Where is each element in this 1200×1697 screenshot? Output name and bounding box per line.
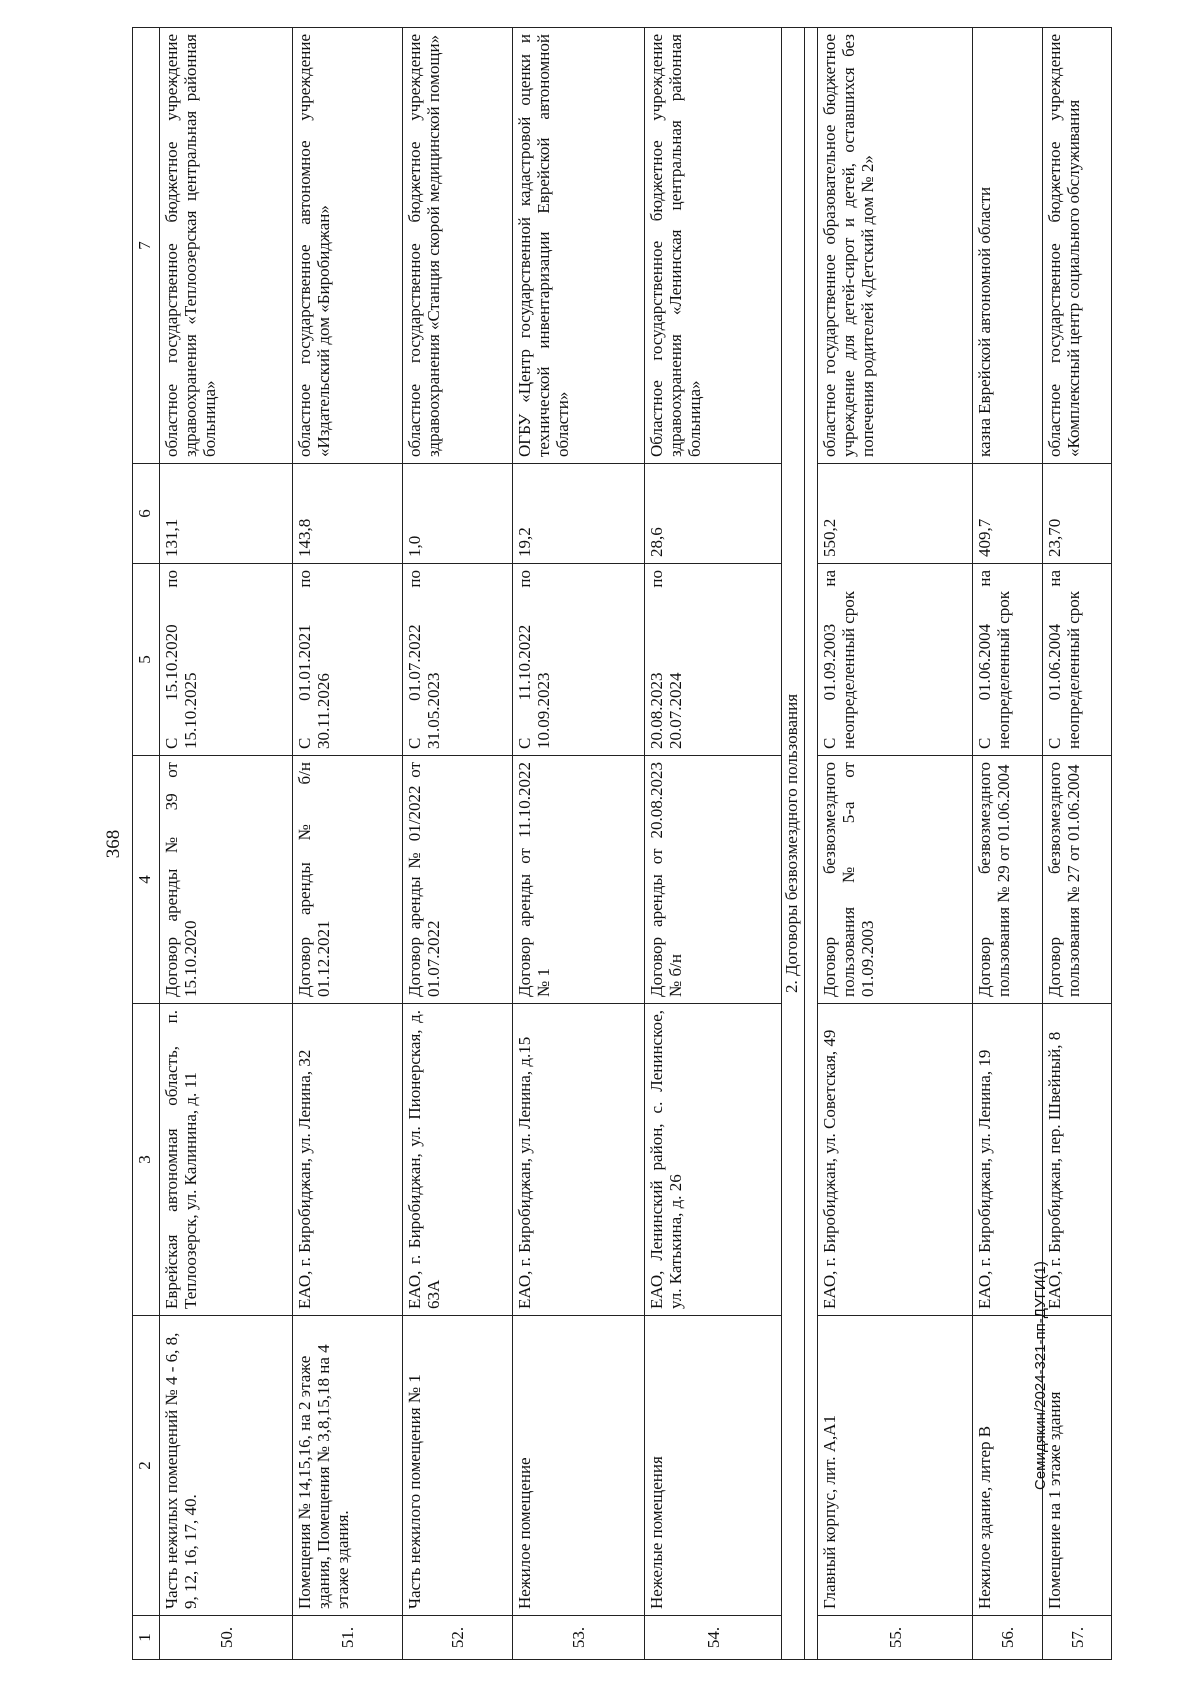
column-number: 6: [133, 464, 160, 564]
contract-term: С 11.10.2022 по 10.09.2023: [513, 564, 645, 756]
contract-term: С 01.01.2021 по 30.11.2026: [293, 564, 403, 756]
document-code-footer: Семидякин/2024-321-пп-ДУГИ(1): [1032, 1261, 1049, 1490]
contract-details: Договор аренды № 39 от 15.10.2020: [160, 756, 293, 1004]
object-address: Еврейская автономная область, п. Теплоозерск, ул. Калинина, д. 11: [160, 1004, 293, 1316]
row-number: 55.: [818, 1616, 973, 1660]
contract-details: Договор безвозмездного пользования № 5-а от 01.09.2003: [818, 756, 973, 1004]
contract-details: Договор аренды № 01/2022 от 01.07.2022: [403, 756, 513, 1004]
counterparty: ОГБУ «Центр государственной кадастровой оценки и технической инвентаризации Еврейской автономной области»: [513, 28, 645, 464]
area-value: 131,1: [160, 464, 293, 564]
area-value: 409,7: [973, 464, 1043, 564]
contract-details: Договор аренды от 20.08.2023 № б/н: [645, 756, 782, 1004]
object-name: Помещение на 1 этаже здания: [1043, 1316, 1112, 1616]
object-name: Часть нежилых помещений № 4 - 6, 8, 9, 12, 16, 17, 40.: [160, 1316, 293, 1616]
object-name: Нежелые помещения: [645, 1316, 782, 1616]
row-number: 50.: [160, 1616, 293, 1660]
rotated-table-area: [102, 28, 1140, 1660]
table-row: [160, 28, 293, 1660]
property-register-table: [132, 27, 1112, 1660]
counterparty: областное государственное бюджетное учреждение здравоохранения «Теплоозерская центральная районная больница»: [160, 28, 293, 464]
area-value: 19,2: [513, 464, 645, 564]
contract-details: Договор безвозмездного пользования № 27 от 01.06.2004: [1043, 756, 1112, 1004]
column-number: 5: [133, 564, 160, 756]
column-number: 7: [133, 28, 160, 464]
page-number: 368: [103, 829, 124, 859]
object-address: ЕАО, г. Биробиджан, пер. Швейный, 8: [1043, 1004, 1112, 1316]
object-address: ЕАО, г. Биробиджан, ул. Ленина, 19: [973, 1004, 1043, 1316]
table-row: [513, 28, 645, 1660]
row-number: 51.: [293, 1616, 403, 1660]
object-address: ЕАО, г. Биробиджан, ул. Пионерская, д. 63А: [403, 1004, 513, 1316]
contract-term: 20.08.2023 по 20.07.2024: [645, 564, 782, 756]
object-address: ЕАО, г. Биробиджан, ул. Ленина, 32: [293, 1004, 403, 1316]
contract-details: Договор аренды № б/н 01.12.2021: [293, 756, 403, 1004]
section-heading-row: [782, 28, 805, 1660]
counterparty: казна Еврейской автономной области: [973, 28, 1043, 464]
counterparty: областное государственное автономное учреждение «Издательский дом «Биробиджан»: [293, 28, 403, 464]
area-value: 550,2: [818, 464, 973, 564]
counterparty: областное государственное бюджетное учреждение «Комплексный центр социального обслуживания: [1043, 28, 1112, 464]
counterparty: областное государственное бюджетное учреждение здравоохранения «Станция скорой медицинской помощи»: [403, 28, 513, 464]
contract-details: Договор аренды от 11.10.2022 № 1: [513, 756, 645, 1004]
section-heading: 2. Договоры безвозмездного пользования: [782, 28, 805, 1660]
column-number: 1: [133, 1616, 160, 1660]
object-address: ЕАО, Ленинский район, с. Ленинское, ул. Катькина, д. 26: [645, 1004, 782, 1316]
counterparty: Областное государственное бюджетное учреждение здравоохранения «Ленинская центральная районная больница»: [645, 28, 782, 464]
column-number: 2: [133, 1316, 160, 1616]
object-name: Нежилое помещение: [513, 1316, 645, 1616]
row-number: 53.: [513, 1616, 645, 1660]
row-number: 56.: [973, 1616, 1043, 1660]
area-value: 23,70: [1043, 464, 1112, 564]
object-name: Главный корпус, лит. А,А1: [818, 1316, 973, 1616]
contract-term: С 01.09.2003 на неопределенный срок: [818, 564, 973, 756]
row-number: 54.: [645, 1616, 782, 1660]
row-number: 57.: [1043, 1616, 1112, 1660]
column-number: 4: [133, 756, 160, 1004]
column-number-row: [133, 28, 160, 1660]
area-value: 143,8: [293, 464, 403, 564]
contract-term: С 01.06.2004 на неопределенный срок: [973, 564, 1043, 756]
counterparty: областное государственное образовательное бюджетное учреждение для детей-сирот и детей, оставшихся без попечения родителей «Детский дом № 2»: [818, 28, 973, 464]
area-value: 28,6: [645, 464, 782, 564]
table-row: [1043, 28, 1112, 1660]
table-row: [818, 28, 973, 1660]
object-name: Часть нежилого помещения № 1: [403, 1316, 513, 1616]
row-number: 52.: [403, 1616, 513, 1660]
contract-details: Договор безвозмездного пользования № 29 от 01.06.2004: [973, 756, 1043, 1004]
table-row: [645, 28, 782, 1660]
object-address: ЕАО, г. Биробиджан, ул. Ленина, д.15: [513, 1004, 645, 1316]
table-row: [293, 28, 403, 1660]
object-name: Нежилое здание, литер В: [973, 1316, 1043, 1616]
object-address: ЕАО, г. Биробиджан, ул. Советская, 49: [818, 1004, 973, 1316]
contract-term: С 01.07.2022 по 31.05.2023: [403, 564, 513, 756]
column-number: 3: [133, 1004, 160, 1316]
spacer-row: [805, 28, 818, 1660]
table-row: [403, 28, 513, 1660]
area-value: 1,0: [403, 464, 513, 564]
object-name: Помещения № 14,15,16, на 2 этаже здания, Помещения № 3,8,15,18 на 4 этаже здания.: [293, 1316, 403, 1616]
contract-term: С 01.06.2004 на неопределенный срок: [1043, 564, 1112, 756]
spacer-cell: [805, 28, 818, 1660]
contract-term: С 15.10.2020 по 15.10.2025: [160, 564, 293, 756]
